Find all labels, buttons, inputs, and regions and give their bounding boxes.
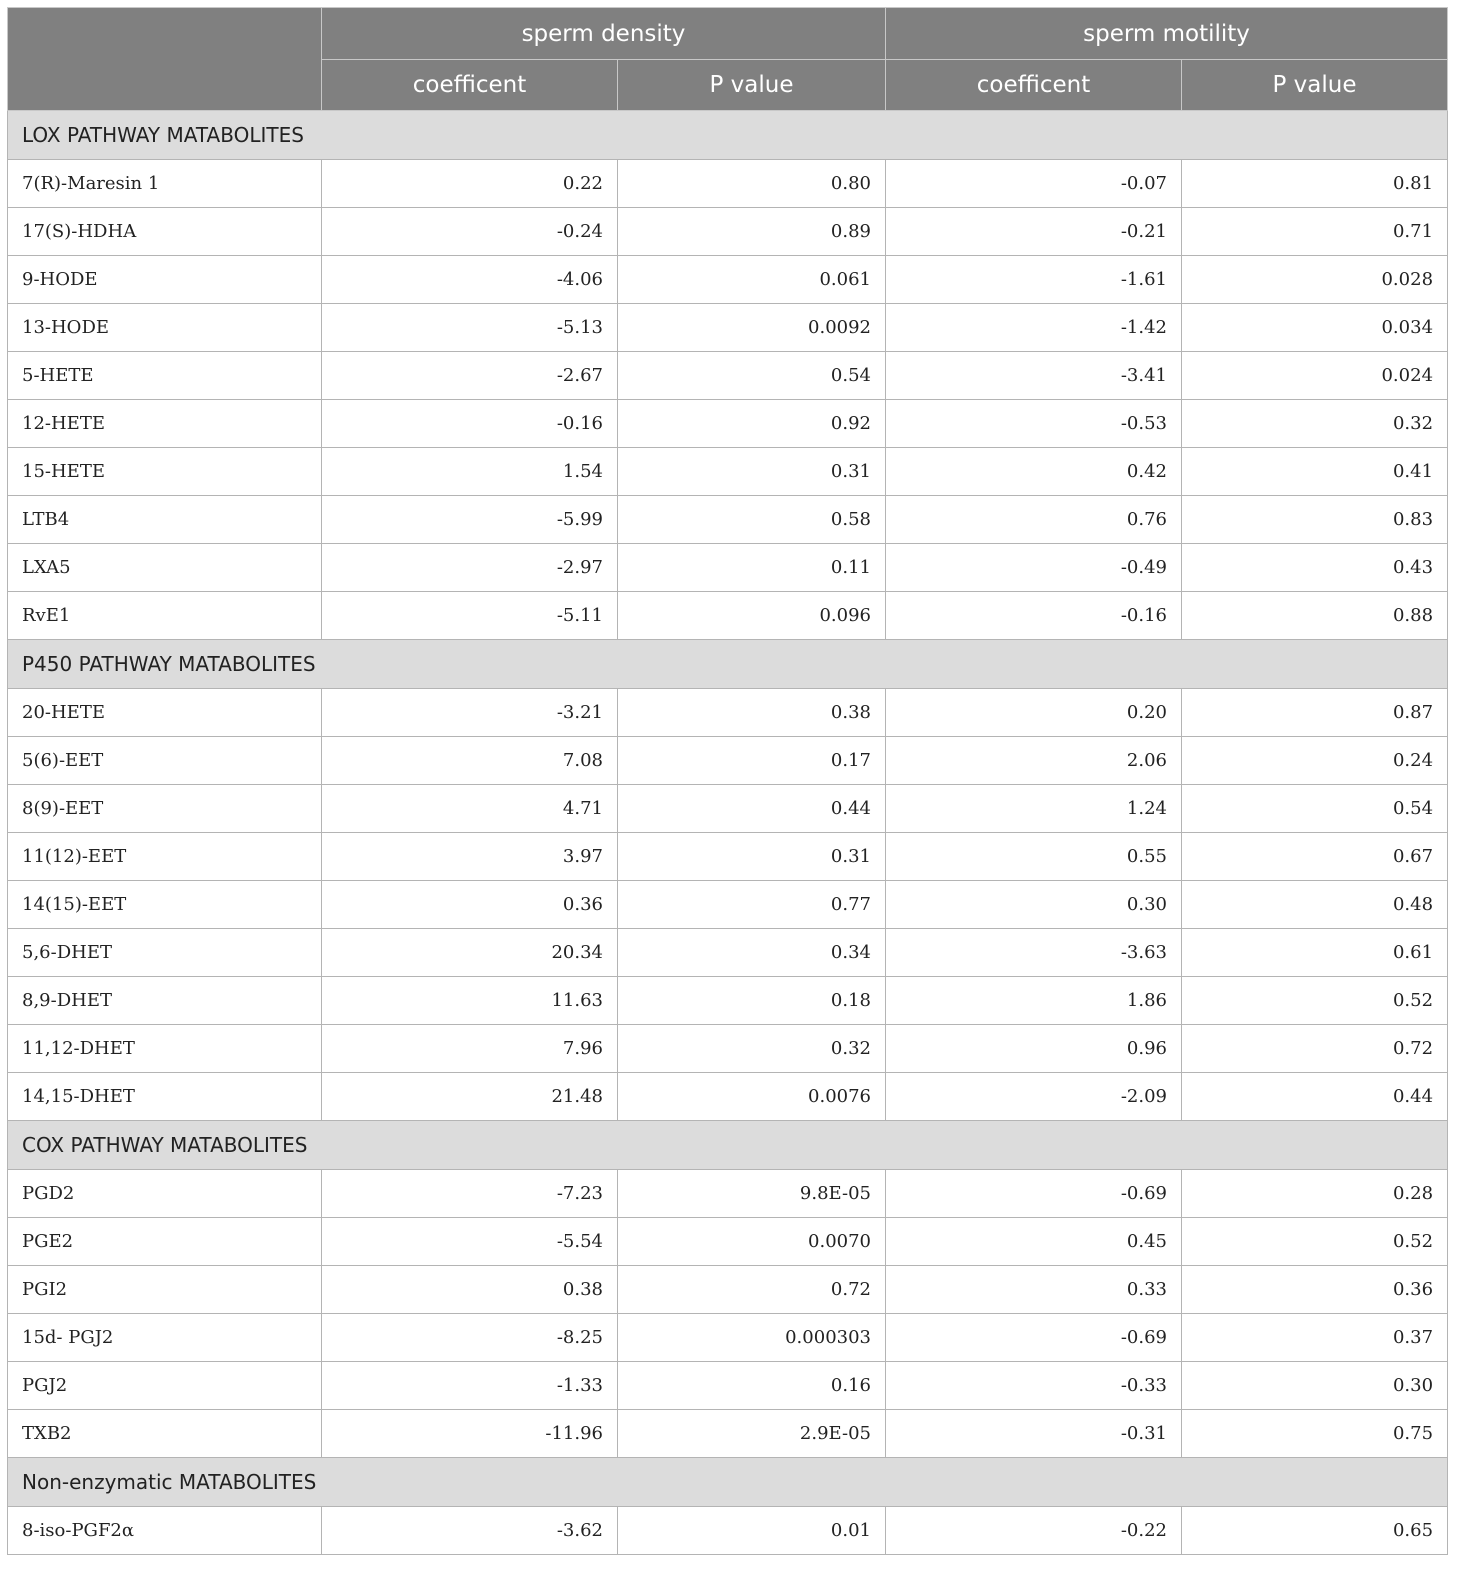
motility-coefficent: -0.21 bbox=[886, 208, 1182, 256]
density-coefficent: 4.71 bbox=[322, 785, 618, 833]
header-motility-p-value: P value bbox=[1182, 60, 1448, 111]
motility-coefficent: 0.30 bbox=[886, 881, 1182, 929]
density-p-value: 0.89 bbox=[618, 208, 886, 256]
motility-p-value: 0.36 bbox=[1182, 1266, 1448, 1314]
density-coefficent: 0.36 bbox=[322, 881, 618, 929]
table-row bbox=[8, 448, 1448, 496]
density-coefficent: 1.54 bbox=[322, 448, 618, 496]
motility-p-value: 0.43 bbox=[1182, 544, 1448, 592]
motility-coefficent: -3.41 bbox=[886, 352, 1182, 400]
section-title: LOX PATHWAY MATABOLITES bbox=[8, 111, 1448, 160]
density-p-value: 0.0076 bbox=[618, 1073, 886, 1121]
motility-p-value: 0.88 bbox=[1182, 592, 1448, 640]
density-p-value: 0.000303 bbox=[618, 1314, 886, 1362]
density-coefficent: -5.11 bbox=[322, 592, 618, 640]
table-row bbox=[8, 1362, 1448, 1410]
table-row bbox=[8, 1218, 1448, 1266]
density-p-value: 0.80 bbox=[618, 160, 886, 208]
table-row bbox=[8, 592, 1448, 640]
motility-coefficent: -0.69 bbox=[886, 1314, 1182, 1362]
table-row bbox=[8, 737, 1448, 785]
motility-coefficent: 1.24 bbox=[886, 785, 1182, 833]
metabolite-name: 15d- PGJ2 bbox=[8, 1314, 322, 1362]
motility-coefficent: -0.22 bbox=[886, 1507, 1182, 1555]
density-coefficent: -2.67 bbox=[322, 352, 618, 400]
table-row bbox=[8, 544, 1448, 592]
table-row bbox=[8, 400, 1448, 448]
header-row-groups bbox=[8, 8, 1448, 60]
motility-p-value: 0.48 bbox=[1182, 881, 1448, 929]
motility-coefficent: 1.86 bbox=[886, 977, 1182, 1025]
motility-coefficent: -3.63 bbox=[886, 929, 1182, 977]
density-coefficent: 7.96 bbox=[322, 1025, 618, 1073]
section-row bbox=[8, 640, 1448, 689]
motility-p-value: 0.32 bbox=[1182, 400, 1448, 448]
table-row bbox=[8, 496, 1448, 544]
density-p-value: 0.18 bbox=[618, 977, 886, 1025]
metabolite-name: LTB4 bbox=[8, 496, 322, 544]
metabolite-name: TXB2 bbox=[8, 1410, 322, 1458]
metabolite-name: PGI2 bbox=[8, 1266, 322, 1314]
metabolite-name: 8-iso-PGF2α bbox=[8, 1507, 322, 1555]
density-p-value: 0.0092 bbox=[618, 304, 886, 352]
metabolite-name: 5-HETE bbox=[8, 352, 322, 400]
motility-p-value: 0.71 bbox=[1182, 208, 1448, 256]
density-coefficent: 0.22 bbox=[322, 160, 618, 208]
table-row bbox=[8, 1507, 1448, 1555]
density-p-value: 0.92 bbox=[618, 400, 886, 448]
motility-coefficent: 0.76 bbox=[886, 496, 1182, 544]
density-p-value: 0.096 bbox=[618, 592, 886, 640]
density-p-value: 0.38 bbox=[618, 689, 886, 737]
density-coefficent: -3.62 bbox=[322, 1507, 618, 1555]
table-row bbox=[8, 977, 1448, 1025]
header-density-coefficent: coefficent bbox=[322, 60, 618, 111]
metabolite-name: RvE1 bbox=[8, 592, 322, 640]
metabolite-name: 14(15)-EET bbox=[8, 881, 322, 929]
motility-p-value: 0.52 bbox=[1182, 977, 1448, 1025]
density-p-value: 0.31 bbox=[618, 448, 886, 496]
density-p-value: 0.32 bbox=[618, 1025, 886, 1073]
density-p-value: 0.58 bbox=[618, 496, 886, 544]
motility-p-value: 0.44 bbox=[1182, 1073, 1448, 1121]
density-coefficent: -0.24 bbox=[322, 208, 618, 256]
table-header bbox=[8, 8, 1448, 111]
motility-p-value: 0.41 bbox=[1182, 448, 1448, 496]
metabolite-name: 8,9-DHET bbox=[8, 977, 322, 1025]
density-coefficent: 0.38 bbox=[322, 1266, 618, 1314]
motility-p-value: 0.37 bbox=[1182, 1314, 1448, 1362]
metabolite-name: PGJ2 bbox=[8, 1362, 322, 1410]
motility-p-value: 0.81 bbox=[1182, 160, 1448, 208]
metabolite-name: PGD2 bbox=[8, 1170, 322, 1218]
density-coefficent: 20.34 bbox=[322, 929, 618, 977]
motility-p-value: 0.028 bbox=[1182, 256, 1448, 304]
density-coefficent: 3.97 bbox=[322, 833, 618, 881]
motility-p-value: 0.67 bbox=[1182, 833, 1448, 881]
table-row bbox=[8, 1073, 1448, 1121]
motility-p-value: 0.034 bbox=[1182, 304, 1448, 352]
density-p-value: 0.16 bbox=[618, 1362, 886, 1410]
motility-p-value: 0.65 bbox=[1182, 1507, 1448, 1555]
motility-coefficent: -1.61 bbox=[886, 256, 1182, 304]
section-title: COX PATHWAY MATABOLITES bbox=[8, 1121, 1448, 1170]
section-row bbox=[8, 111, 1448, 160]
motility-coefficent: 0.96 bbox=[886, 1025, 1182, 1073]
motility-coefficent: -1.42 bbox=[886, 304, 1182, 352]
density-p-value: 0.061 bbox=[618, 256, 886, 304]
metabolite-name: PGE2 bbox=[8, 1218, 322, 1266]
metabolite-correlation-table bbox=[7, 7, 1448, 1555]
table-row bbox=[8, 881, 1448, 929]
table-row bbox=[8, 208, 1448, 256]
motility-coefficent: -0.49 bbox=[886, 544, 1182, 592]
section-row bbox=[8, 1458, 1448, 1507]
density-coefficent: -4.06 bbox=[322, 256, 618, 304]
table-row bbox=[8, 1314, 1448, 1362]
density-coefficent: -0.16 bbox=[322, 400, 618, 448]
motility-coefficent: -0.07 bbox=[886, 160, 1182, 208]
motility-coefficent: 0.42 bbox=[886, 448, 1182, 496]
section-title: P450 PATHWAY MATABOLITES bbox=[8, 640, 1448, 689]
motility-coefficent: -0.33 bbox=[886, 1362, 1182, 1410]
density-p-value: 0.44 bbox=[618, 785, 886, 833]
header-sperm-motility: sperm motility bbox=[886, 8, 1448, 60]
motility-coefficent: -2.09 bbox=[886, 1073, 1182, 1121]
density-p-value: 0.54 bbox=[618, 352, 886, 400]
table-row bbox=[8, 929, 1448, 977]
motility-coefficent: 0.20 bbox=[886, 689, 1182, 737]
density-p-value: 0.11 bbox=[618, 544, 886, 592]
motility-p-value: 0.28 bbox=[1182, 1170, 1448, 1218]
density-coefficent: 11.63 bbox=[322, 977, 618, 1025]
metabolite-name: 11,12-DHET bbox=[8, 1025, 322, 1073]
motility-p-value: 0.87 bbox=[1182, 689, 1448, 737]
density-p-value: 0.72 bbox=[618, 1266, 886, 1314]
motility-p-value: 0.61 bbox=[1182, 929, 1448, 977]
density-p-value: 0.34 bbox=[618, 929, 886, 977]
motility-p-value: 0.75 bbox=[1182, 1410, 1448, 1458]
table-row bbox=[8, 304, 1448, 352]
metabolite-name: 5(6)-EET bbox=[8, 737, 322, 785]
table-body bbox=[8, 111, 1448, 1555]
density-coefficent: -5.54 bbox=[322, 1218, 618, 1266]
density-coefficent: -2.97 bbox=[322, 544, 618, 592]
table-row bbox=[8, 160, 1448, 208]
table-row bbox=[8, 689, 1448, 737]
table-row bbox=[8, 256, 1448, 304]
motility-coefficent: 0.45 bbox=[886, 1218, 1182, 1266]
motility-coefficent: -0.16 bbox=[886, 592, 1182, 640]
density-coefficent: -8.25 bbox=[322, 1314, 618, 1362]
section-title: Non-enzymatic MATABOLITES bbox=[8, 1458, 1448, 1507]
density-coefficent: -5.99 bbox=[322, 496, 618, 544]
metabolite-name: 20-HETE bbox=[8, 689, 322, 737]
metabolite-name: 15-HETE bbox=[8, 448, 322, 496]
density-coefficent: -11.96 bbox=[322, 1410, 618, 1458]
header-sperm-density: sperm density bbox=[322, 8, 886, 60]
table-row bbox=[8, 1025, 1448, 1073]
motility-coefficent: 0.33 bbox=[886, 1266, 1182, 1314]
motility-coefficent: 0.55 bbox=[886, 833, 1182, 881]
header-density-p-value: P value bbox=[618, 60, 886, 111]
motility-coefficent: -0.69 bbox=[886, 1170, 1182, 1218]
table-row bbox=[8, 1410, 1448, 1458]
metabolite-name: 14,15-DHET bbox=[8, 1073, 322, 1121]
motility-p-value: 0.83 bbox=[1182, 496, 1448, 544]
table-row bbox=[8, 833, 1448, 881]
metabolite-name: 7(R)-Maresin 1 bbox=[8, 160, 322, 208]
density-p-value: 0.17 bbox=[618, 737, 886, 785]
motility-p-value: 0.30 bbox=[1182, 1362, 1448, 1410]
motility-p-value: 0.24 bbox=[1182, 737, 1448, 785]
density-coefficent: 21.48 bbox=[322, 1073, 618, 1121]
table-row bbox=[8, 352, 1448, 400]
table-row bbox=[8, 785, 1448, 833]
table-row bbox=[8, 1266, 1448, 1314]
metabolite-name: 8(9)-EET bbox=[8, 785, 322, 833]
metabolite-name: LXA5 bbox=[8, 544, 322, 592]
metabolite-name: 9-HODE bbox=[8, 256, 322, 304]
motility-coefficent: -0.53 bbox=[886, 400, 1182, 448]
metabolite-name: 17(S)-HDHA bbox=[8, 208, 322, 256]
table-container bbox=[7, 7, 1448, 1555]
motility-coefficent: -0.31 bbox=[886, 1410, 1182, 1458]
density-p-value: 2.9E-05 bbox=[618, 1410, 886, 1458]
density-coefficent: 7.08 bbox=[322, 737, 618, 785]
density-coefficent: -3.21 bbox=[322, 689, 618, 737]
motility-p-value: 0.52 bbox=[1182, 1218, 1448, 1266]
density-p-value: 0.77 bbox=[618, 881, 886, 929]
density-p-value: 0.01 bbox=[618, 1507, 886, 1555]
density-p-value: 0.31 bbox=[618, 833, 886, 881]
metabolite-name: 12-HETE bbox=[8, 400, 322, 448]
motility-p-value: 0.54 bbox=[1182, 785, 1448, 833]
density-coefficent: -1.33 bbox=[322, 1362, 618, 1410]
table-row bbox=[8, 1170, 1448, 1218]
header-blank-cell bbox=[8, 8, 322, 111]
motility-coefficent: 2.06 bbox=[886, 737, 1182, 785]
metabolite-name: 13-HODE bbox=[8, 304, 322, 352]
density-p-value: 9.8E-05 bbox=[618, 1170, 886, 1218]
section-row bbox=[8, 1121, 1448, 1170]
density-coefficent: -7.23 bbox=[322, 1170, 618, 1218]
motility-p-value: 0.024 bbox=[1182, 352, 1448, 400]
metabolite-name: 11(12)-EET bbox=[8, 833, 322, 881]
header-motility-coefficent: coefficent bbox=[886, 60, 1182, 111]
motility-p-value: 0.72 bbox=[1182, 1025, 1448, 1073]
metabolite-name: 5,6-DHET bbox=[8, 929, 322, 977]
density-coefficent: -5.13 bbox=[322, 304, 618, 352]
density-p-value: 0.0070 bbox=[618, 1218, 886, 1266]
